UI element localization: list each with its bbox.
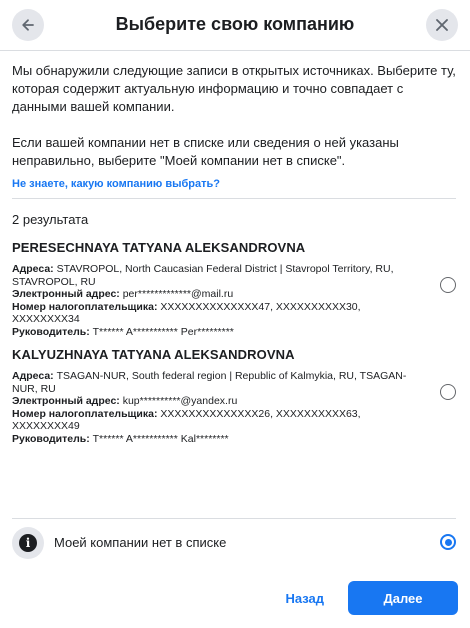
info-icon: i	[12, 527, 44, 559]
email-value: kup**********@yandex.ru	[122, 395, 238, 408]
intro-paragraph: Мы обнаружили следующие записи в открытых источниках. Выберите ту, которая содержит актуальную информацию и точно совпадает с данными вашей компании.	[12, 63, 456, 114]
result-item[interactable]	[12, 240, 456, 339]
results-count: 2 результата	[12, 212, 89, 227]
no-company-radio[interactable]	[440, 534, 456, 550]
address-value: STAVROPOL, North Caucasian Federal District | Stavropol Territory, RU, STAVROPOL, RU	[12, 263, 394, 288]
help-link[interactable]: Не знаете, какую компанию выбрать?	[12, 178, 220, 190]
tax-id-value: XXXXXXXXXXXXXX47, XXXXXXXXXX30, XXXXXXXX34	[12, 300, 361, 326]
arrow-left-icon	[20, 17, 36, 33]
back-button[interactable]: Назад	[273, 581, 336, 615]
result-radio[interactable]	[440, 277, 456, 293]
back-icon-button[interactable]	[12, 9, 44, 41]
email-label: Электронный адрес:	[12, 395, 120, 408]
result-details	[12, 263, 456, 339]
tax-id-label: Номер налогоплательщика:	[12, 300, 158, 313]
email-value: per*************@mail.ru	[122, 288, 234, 301]
tax-id-label: Номер налогоплательщика:	[12, 407, 158, 420]
intro-paragraph-no-company: Если вашей компании нет в списке или сведения о ней указаны неправильно, выберите "Моей компании нет в списке".	[12, 135, 399, 168]
tax-id-value: XXXXXXXXXXXXXX26, XXXXXXXXXX63, XXXXXXXX49	[12, 407, 361, 433]
manager-value: T****** A*********** Kal********	[92, 432, 229, 445]
divider	[12, 518, 456, 519]
result-name: PERESECHNAYA TATYANA ALEKSANDROVNA	[12, 240, 306, 255]
divider	[12, 198, 456, 199]
address-value: TSAGAN-NUR, South federal region | Republic of Kalmykia, RU, TSAGAN-NUR, RU	[12, 370, 407, 395]
address-label: Адреса:	[12, 370, 54, 382]
result-name: KALYUZHNAYA TATYANA ALEKSANDROVNA	[12, 347, 295, 362]
close-icon	[435, 18, 449, 32]
result-radio[interactable]	[440, 384, 456, 400]
dialog-header	[0, 0, 470, 51]
address-label: Адреса:	[12, 263, 54, 275]
no-company-label: Моей компании нет в списке	[54, 535, 227, 550]
manager-label: Руководитель:	[12, 325, 90, 338]
dialog-footer	[0, 578, 470, 618]
result-item[interactable]	[12, 347, 456, 446]
manager-value: T****** A*********** Per*********	[92, 325, 234, 338]
manager-label: Руководитель:	[12, 432, 90, 445]
dialog-title: Выберите свою компанию	[115, 14, 355, 34]
next-button[interactable]: Далее	[348, 581, 458, 615]
result-details	[12, 370, 456, 446]
close-button[interactable]	[426, 9, 458, 41]
email-label: Электронный адрес:	[12, 288, 120, 301]
no-company-option[interactable]	[12, 525, 456, 563]
intro-section	[12, 62, 456, 192]
